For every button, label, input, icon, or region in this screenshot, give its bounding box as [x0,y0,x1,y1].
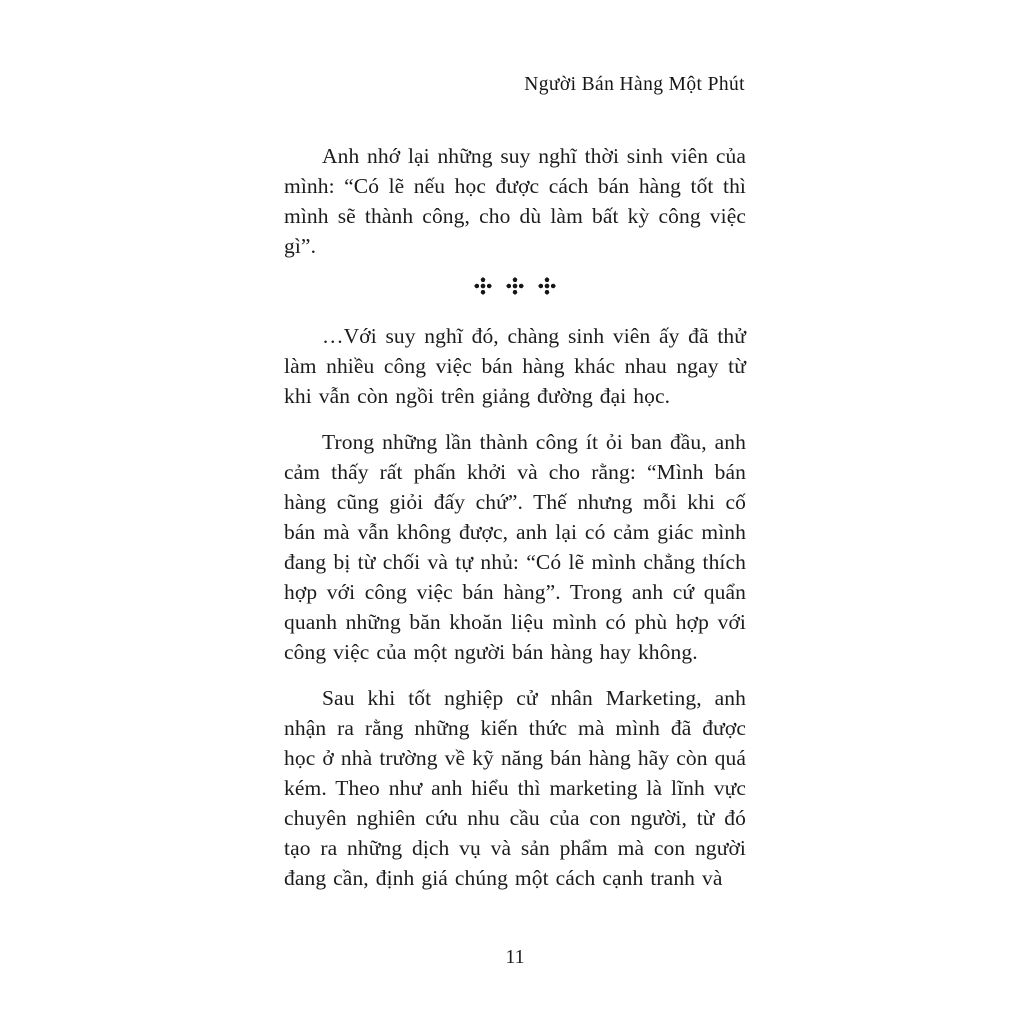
body-paragraph: Anh nhớ lại những suy nghĩ thời sinh viên của mình: “Có lẽ nếu học được cách bán hàng tốt thì mình sẽ thành công, cho dù làm bất kỳ công việc gì”. [284,144,746,258]
dotted-cross-icon [474,277,492,295]
running-header: Người Bán Hàng Một Phút [524,74,745,95]
section-break-ornament [284,277,746,295]
page-number: 11 [505,946,525,968]
dotted-cross-icon [506,277,524,295]
body-paragraph: …Với suy nghĩ đó, chàng sinh viên ấy đã thử làm nhiều công việc bán hàng khác nhau ngay từ khi vẫn còn ngồi trên giảng đường đại học. [284,324,746,408]
body-paragraph: Sau khi tốt nghiệp cử nhân Marketing, anh nhận ra rằng những kiến thức mà mình đã được học ở nhà trường về kỹ năng bán hàng hãy còn quá kém. Theo như anh hiểu thì marketing là lĩnh vực chuyên nghiên cứu nhu cầu của con người, từ đó tạo ra những dịch vụ và sản phẩm mà con người đang cần, định giá chúng một cách cạnh tranh và [284,686,746,890]
body-paragraph: Trong những lần thành công ít ỏi ban đầu, anh cảm thấy rất phấn khởi và cho rằng: “Mình bán hàng cũng giỏi đấy chứ”. Thế nhưng mỗi khi cố bán mà vẫn không được, anh lại có cảm giác mình đang bị từ chối và tự nhủ: “Có lẽ mình chẳng thích hợp với công việc bán hàng”. Trong anh cứ quẩn quanh những băn khoăn liệu mình có phù hợp với công việc của một người bán hàng hay không. [284,430,746,664]
dotted-cross-icon [538,277,556,295]
body-text-column [284,141,746,909]
